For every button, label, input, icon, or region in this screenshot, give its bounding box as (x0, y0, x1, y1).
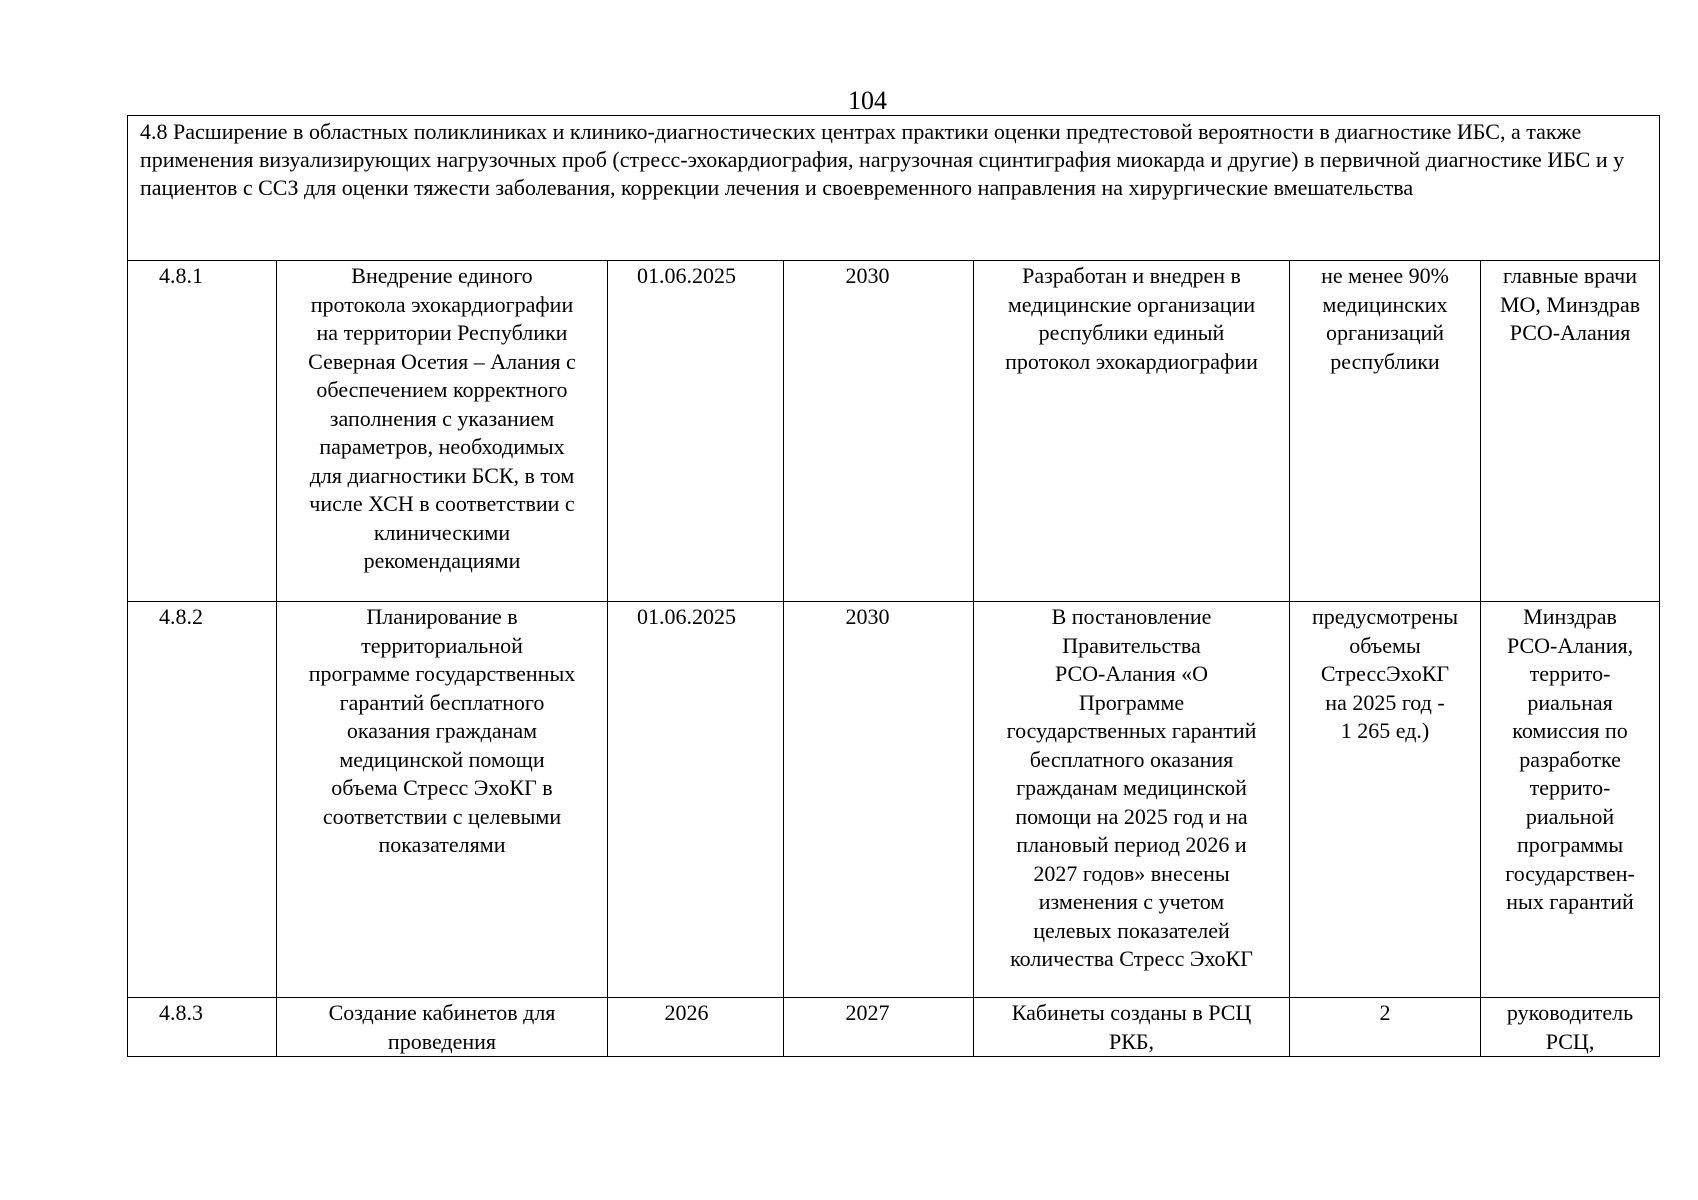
responsible-cell: руководитель РСЦ, (1481, 998, 1660, 1057)
indicator-cell: 2 (1290, 998, 1481, 1057)
table-row (128, 602, 1660, 998)
result-cell: В постановление Правительства РСО-Алания «О Программе государственных гарантий бесплатного оказания гражданам медицинской помощи на 2025 год и на плановый период 2026 и 2027 годов» внесены изменения с учетом целевых показателей количества Стресс ЭхоКГ (974, 602, 1290, 998)
start-date-cell: 01.06.2025 (608, 261, 784, 602)
indicator-cell: не менее 90% медицинских организаций республики (1290, 261, 1481, 602)
end-date-cell: 2030 (784, 261, 974, 602)
section-heading: 4.8 Расширение в областных поликлиниках и клинико-диагностических центрах практики оценки предтестовой вероятности в диагностике ИБС, а также применения визуализирующих нагрузочных проб (стресс-эхокардиография, нагрузочная сцинтиграфия миокарда и другие) в первичной диагностике ИБС и у пациентов с ССЗ для оценки тяжести заболевания, коррекции лечения и своевременного направления на хирургические вмешательства (128, 116, 1660, 261)
row-number: 4.8.1 (128, 261, 277, 602)
table-row (128, 261, 1660, 602)
indicator-cell: предусмотрены объемы СтрессЭхоКГ на 2025 год - 1 265 ед.) (1290, 602, 1481, 998)
responsible-cell: Минздрав РСО-Алания, террито- риальная комиссия по разработке террито- риальной программы государствен- ных гарантий (1481, 602, 1660, 998)
page-number: 104 (848, 86, 887, 115)
activity-cell: Создание кабинетов для проведения (277, 998, 608, 1057)
plan-table (127, 115, 1660, 1057)
result-cell: Разработан и внедрен в медицинские организации республики единый протокол эхокардиографии (974, 261, 1290, 602)
responsible-cell: главные врачи МО, Минздрав РСО-Алания (1481, 261, 1660, 602)
activity-cell: Планирование в территориальной программе государственных гарантий бесплатного оказания гражданам медицинской помощи объема Стресс ЭхоКГ в соответствии с целевыми показателями (277, 602, 608, 998)
row-number: 4.8.2 (128, 602, 277, 998)
activity-cell: Внедрение единого протокола эхокардиографии на территории Республики Северная Осетия – Алания с обеспечением корректного заполнения с указанием параметров, необходимых для диагностики БСК, в том числе ХСН в соответствии с клиническими рекомендациями (277, 261, 608, 602)
row-number: 4.8.3 (128, 998, 277, 1057)
result-cell: Кабинеты созданы в РСЦ РКБ, (974, 998, 1290, 1057)
end-date-cell: 2030 (784, 602, 974, 998)
section-heading-row (128, 116, 1660, 261)
table-row (128, 998, 1660, 1057)
end-date-cell: 2027 (784, 998, 974, 1057)
start-date-cell: 2026 (608, 998, 784, 1057)
start-date-cell: 01.06.2025 (608, 602, 784, 998)
